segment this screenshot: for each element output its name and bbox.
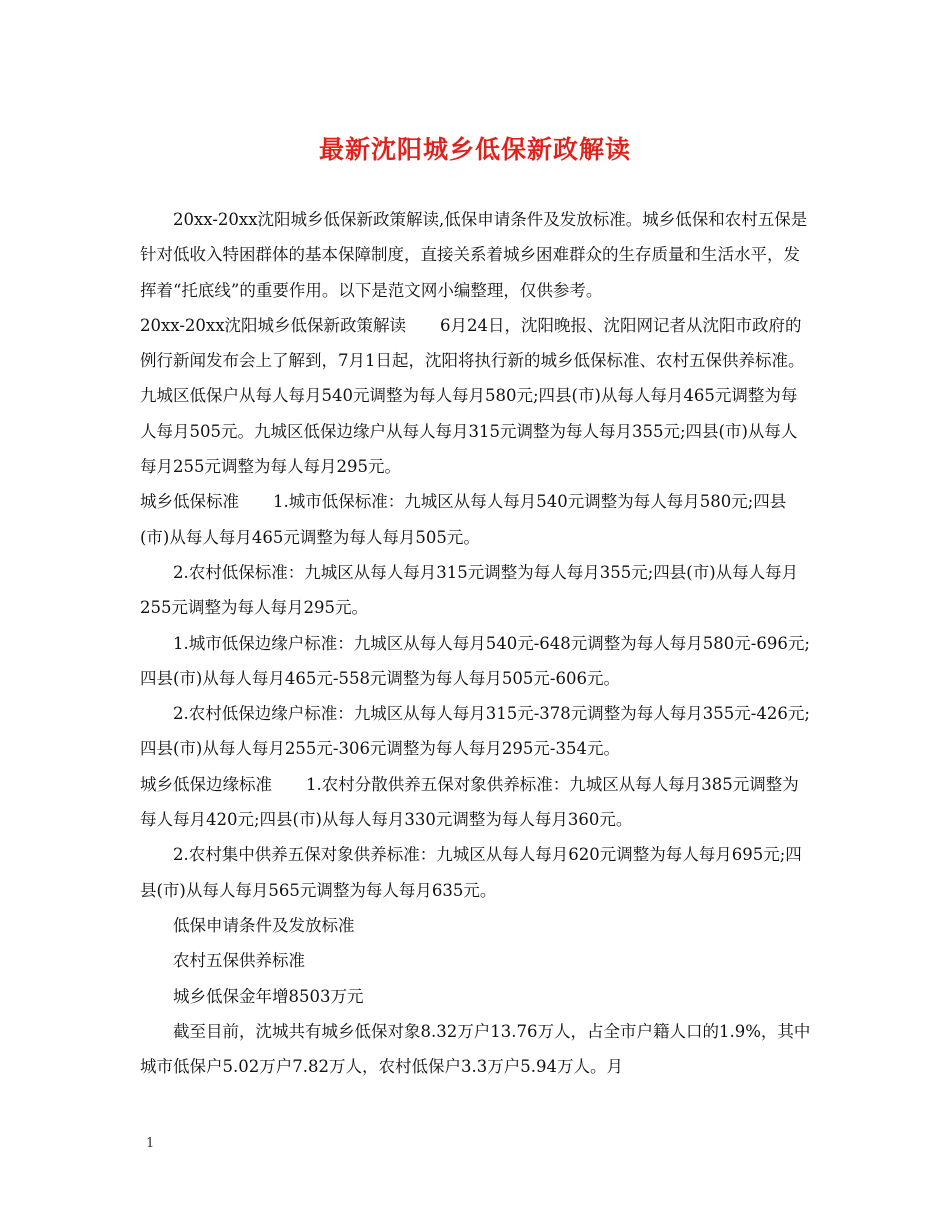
paragraph-rural-edge: 2.农村低保边缘户标准：九城区从每人每月315元-378元调整为每人每月355元-426元;四县(市)从每人每月255元-306元调整为每人每月295元-354元。 <box>140 704 810 759</box>
paragraph-policy <box>140 308 812 484</box>
paragraph-text: 1.城市低保标准：九城区从每人每月540元调整为每人每月580元;四县(市)从每人每月465元调整为每人每月505元。 <box>140 492 787 547</box>
subheading-application: 低保申请条件及发放标准 <box>173 915 355 935</box>
subheading-annual-increase: 城乡低保金年增8503万元 <box>173 986 364 1006</box>
paragraph-statistics: 截至目前，沈城共有城乡低保对象8.32万户13.76万人，占全市户籍人口的1.9%，其中城市低保户5.02万户7.82万人，农村低保户3.3万户5.94万人。月 <box>140 1021 811 1077</box>
page-number: 1 <box>146 1136 155 1151</box>
paragraph-text: 1.农村分散供养五保对象供养标准：九城区从每人每月385元调整为每人每月420元;四县(市)从每人每月330元调整为每人每月360元。 <box>140 774 799 830</box>
paragraph-standard <box>140 484 812 555</box>
paragraph-urban-edge: 1.城市低保边缘户标准：九城区从每人每月540元-648元调整为每人每月580元-696元;四县(市)从每人每月465元-558元调整为每人每月505元-606元。 <box>140 633 810 688</box>
paragraph-edge-standard <box>140 767 812 838</box>
inline-heading: 20xx-20xx沈阳城乡低保新政策解读 <box>140 315 406 335</box>
paragraph-concentrated: 2.农村集中供养五保对象供养标准：九城区从每人每月620元调整为每人每月695元;四县(市)从每人每月565元调整为每人每月635元。 <box>140 845 802 900</box>
inline-heading: 城乡低保边缘标准 <box>140 774 272 794</box>
subheading-five-guarantee: 农村五保供养标准 <box>173 951 305 971</box>
document-body <box>140 202 812 1084</box>
paragraph-intro: 20xx-20xx沈阳城乡低保新政策解读,低保申请条件及发放标准。城乡低保和农村五保是针对低收入特困群体的基本保障制度，直接关系着城乡困难群众的生存质量和生活水平，发挥着“托底线”的重要作用。以下是范文网小编整理，仅供参考。 <box>140 210 808 300</box>
document-title: 最新沈阳城乡低保新政解读 <box>318 135 631 164</box>
inline-heading: 城乡低保标准 <box>140 492 239 512</box>
paragraph-text: 6月24日，沈阳晚报、沈阳网记者从沈阳市政府的例行新闻发布会上了解到，7月1日起，沈阳将执行新的城乡低保标准、农村五保供养标准。九城区低保户从每人每月540元调整为每人每月580元;四县(市)从每人每月465元调整为每人每月505元。九城区低保边缘户从每人每月315元调整为每人每月355元;四县(市)从每人每月255元调整为每人每月295元。 <box>140 315 805 477</box>
paragraph-rural-standard: 2.农村低保标准：九城区从每人每月315元调整为每人每月355元;四县(市)从每人每月255元调整为每人每月295元。 <box>140 562 799 618</box>
